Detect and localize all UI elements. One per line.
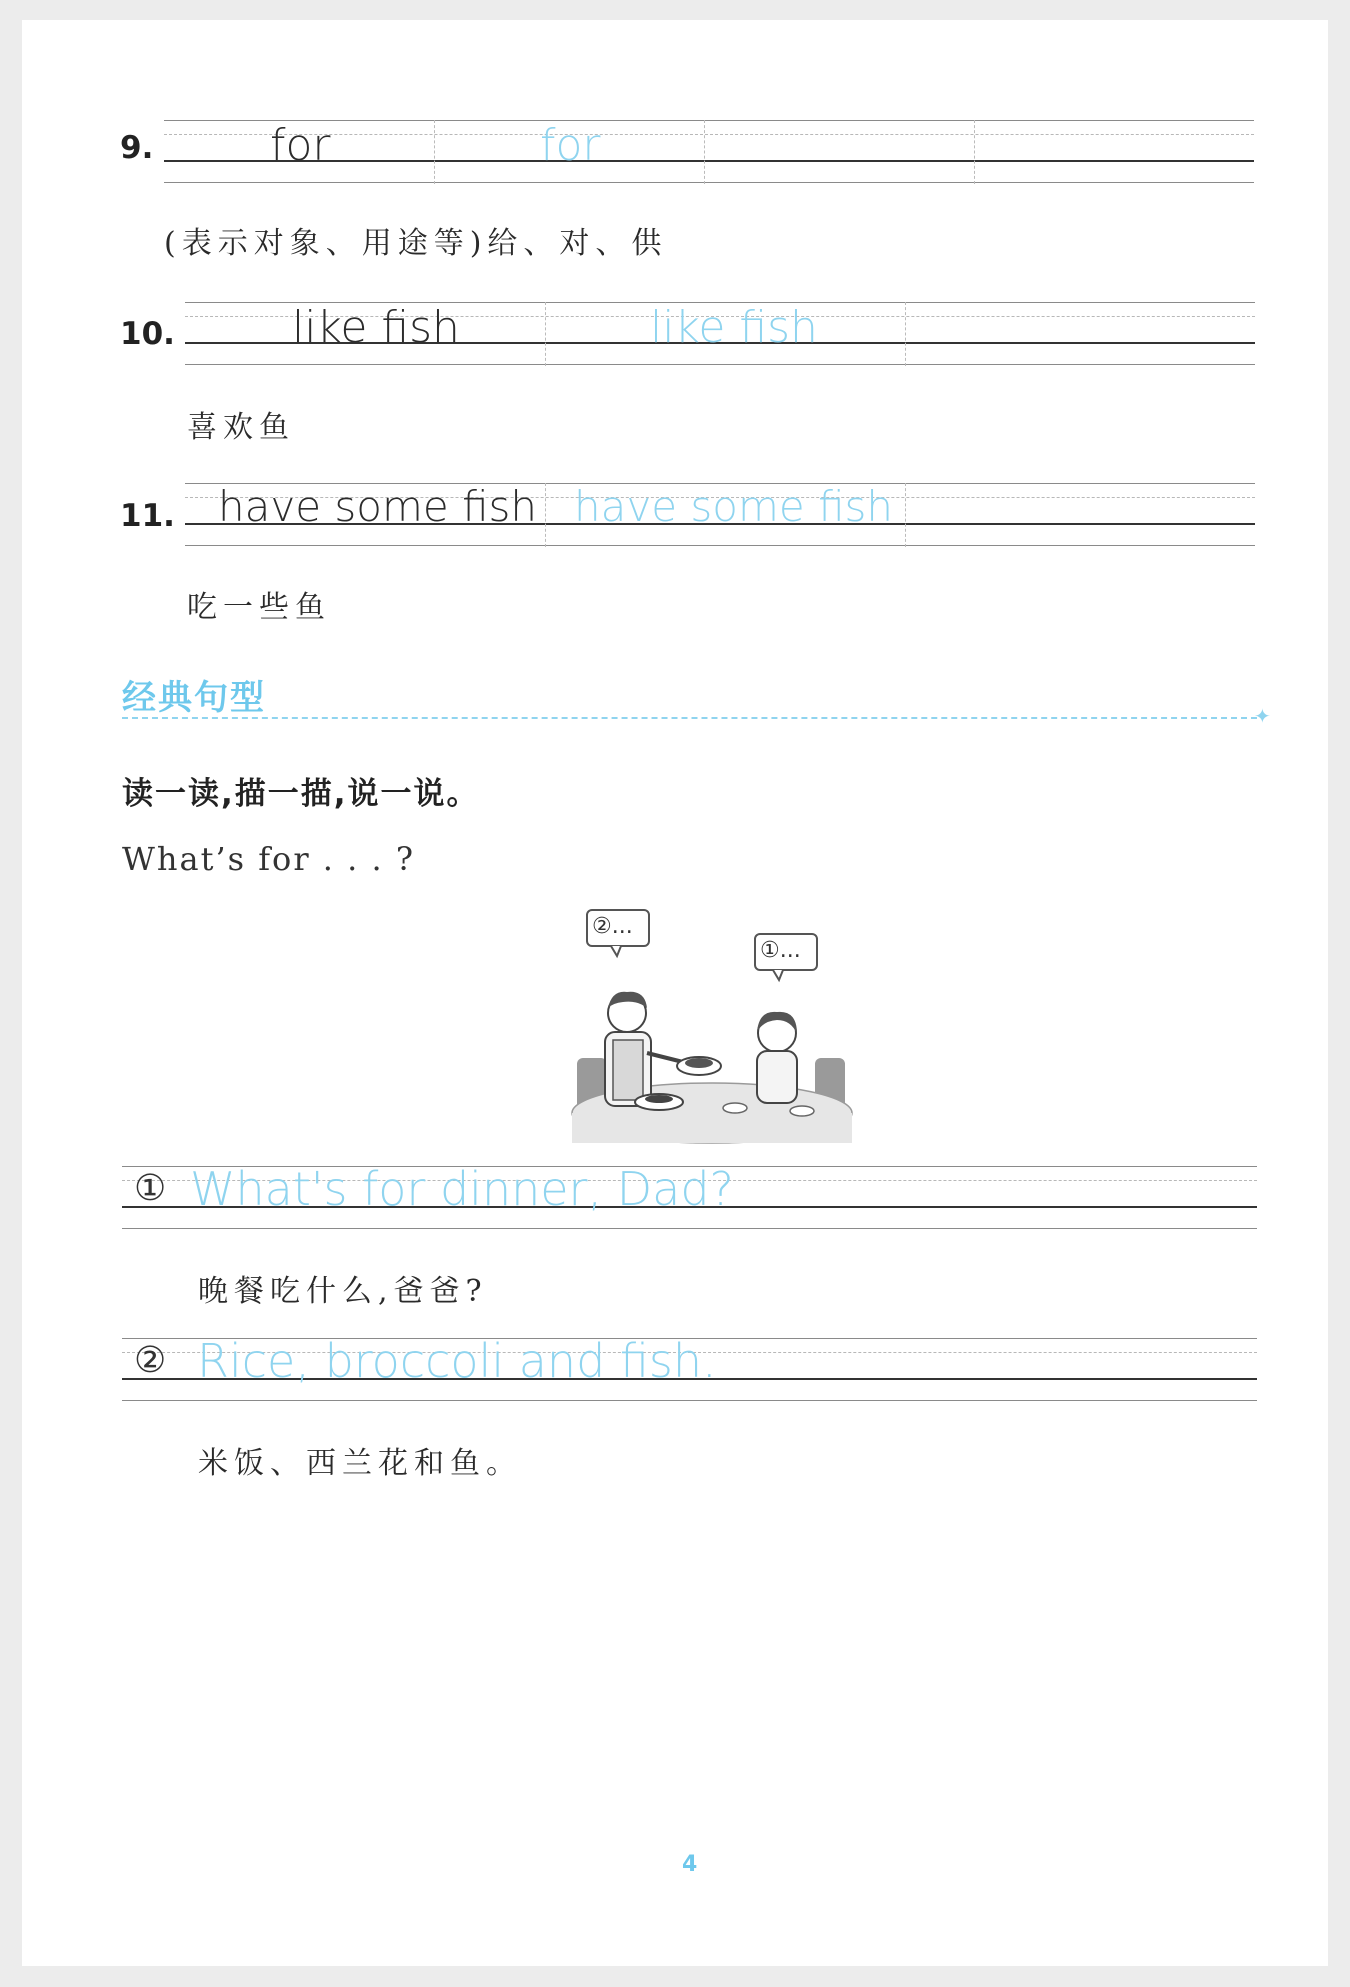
- word-meaning: 喜欢鱼: [187, 410, 295, 445]
- item-number: 11.: [120, 498, 175, 534]
- trace-sentence: Rice, broccoli and fish.: [197, 1334, 717, 1388]
- section-title: 经典句型: [122, 678, 266, 718]
- speech-bubble-dad: ②...: [592, 914, 633, 939]
- trace-sentence: What's for dinner, Dad?: [190, 1162, 734, 1216]
- sentence-marker: ①: [134, 1168, 167, 1209]
- sentence-meaning: 晚餐吃什么,爸爸?: [198, 1274, 488, 1309]
- dinner-illustration: [567, 908, 857, 1148]
- instruction-text: 读一读,描一描,说一说。: [122, 776, 480, 812]
- sentence-marker: ②: [134, 1340, 167, 1381]
- sentence-pattern: What’s for . . . ?: [122, 840, 415, 878]
- item-number: 10.: [120, 316, 175, 352]
- workbook-page: [22, 20, 1328, 1966]
- trace-word: like fish: [650, 302, 818, 353]
- sentence-meaning: 米饭、西兰花和鱼。: [198, 1446, 522, 1481]
- model-word: for: [270, 120, 331, 171]
- trace-word: have some fish: [574, 482, 894, 531]
- trace-word: for: [540, 120, 601, 171]
- item-number: 9.: [120, 130, 154, 166]
- speech-bubble-girl: ①...: [760, 938, 801, 963]
- section-divider: [122, 717, 1257, 719]
- model-word: like fish: [292, 302, 460, 353]
- star-icon: ✦: [1254, 704, 1271, 728]
- model-word: have some fish: [218, 482, 538, 531]
- page-number: 4: [682, 1852, 698, 1877]
- word-meaning: (表示对象、用途等)给、对、供: [164, 226, 668, 261]
- word-meaning: 吃一些鱼: [187, 590, 331, 625]
